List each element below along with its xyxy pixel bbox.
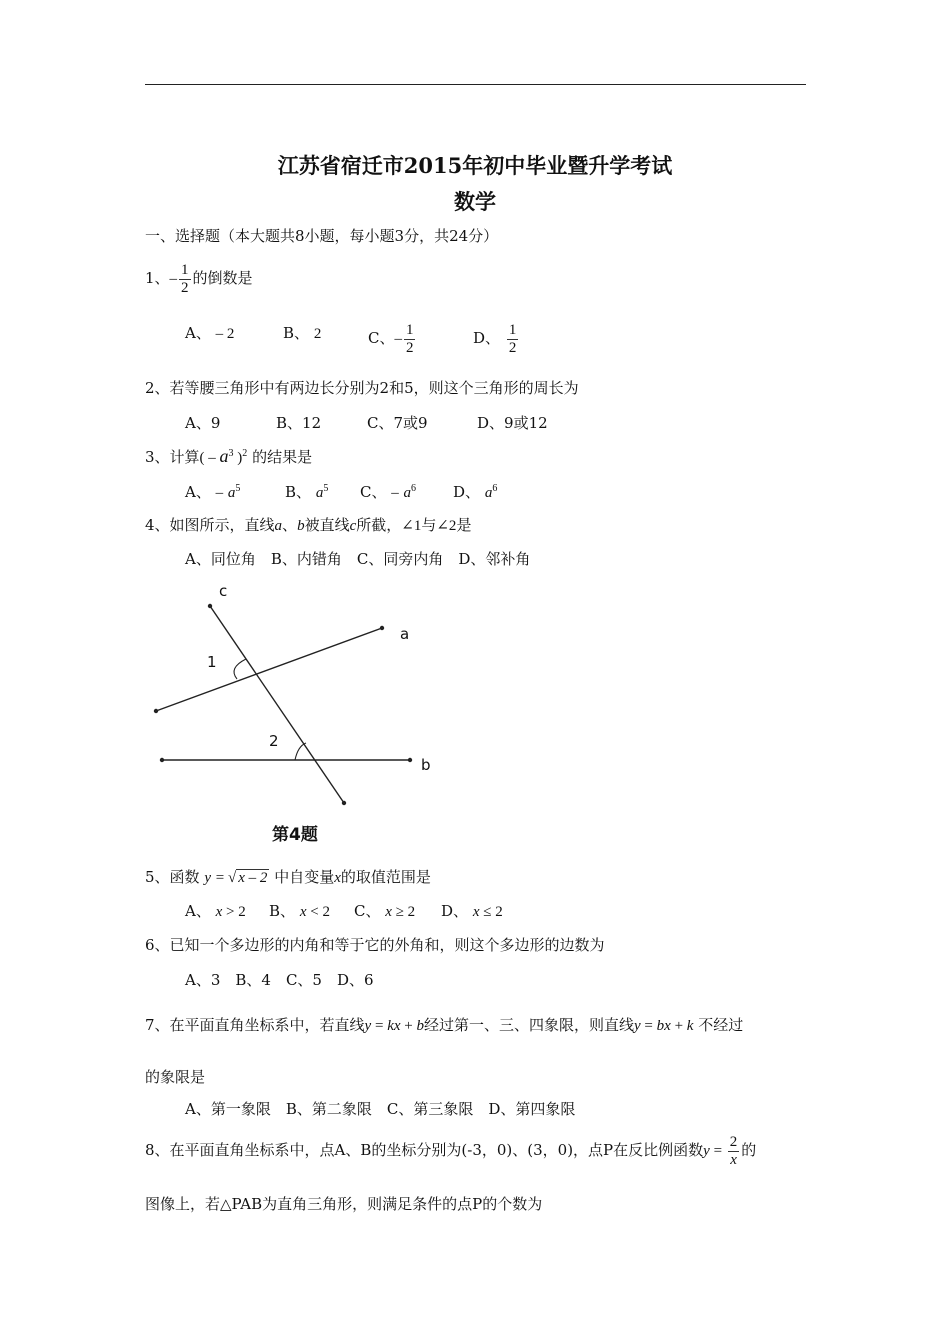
q5-option-a: A、 x > 2 bbox=[185, 902, 246, 920]
q1-option-d: D、 $\frac{1}{2}$ bbox=[473, 322, 517, 356]
q1-option-b: B、 2 bbox=[283, 324, 322, 342]
label-angle-1: 1 bbox=[207, 653, 217, 671]
q2-option-a: A、9 bbox=[185, 414, 221, 432]
question-6: 6、已知一个多边形的内角和等于它的外角和，则这个多边形的边数为 bbox=[145, 936, 605, 954]
line-a bbox=[156, 628, 382, 711]
q5-option-c: C、 x ≥ 2 bbox=[354, 902, 416, 920]
label-a: a bbox=[400, 625, 410, 643]
q2-option-c: C、7或9 bbox=[367, 414, 428, 432]
question-7: 7、在平面直角坐标系中，若直线y = kx + b经过第一、三、四象限，则直线y = bx + k 不经过 bbox=[145, 1016, 744, 1034]
question-1: 1、– $\frac{1}{2}$ 的倒数是 bbox=[145, 262, 253, 296]
q3-option-d: D、 $a^6$ bbox=[453, 483, 498, 501]
q5-option-b: B、 x < 2 bbox=[269, 902, 330, 920]
fraction: $\frac{1}{2}$ bbox=[181, 262, 189, 296]
point bbox=[160, 758, 164, 762]
label-angle-2: 2 bbox=[269, 732, 279, 750]
question-8: 8、在平面直角坐标系中，点A、B的坐标分别为(-3，0)、(3，0)，点P在反比例函数y = $\frac{2}{x}$ 的 bbox=[145, 1134, 757, 1168]
q3-option-a: A、 – $a^5$ bbox=[185, 483, 241, 501]
point bbox=[208, 604, 212, 608]
subject-title: 数学 bbox=[454, 189, 496, 214]
q6-options: A、3 B、4 C、5 D、6 bbox=[185, 971, 374, 989]
question-number: 1、 bbox=[145, 269, 170, 287]
question-4: 4、如图所示，直线a、b被直线c所截，∠1与∠2是 bbox=[145, 516, 472, 534]
point bbox=[342, 801, 346, 805]
line-c bbox=[210, 606, 344, 803]
label-b: b bbox=[421, 756, 431, 774]
q7-options: A、第一象限 B、第二象限 C、第三象限 D、第四象限 bbox=[185, 1100, 576, 1118]
q5-option-d: D、 x ≤ 2 bbox=[441, 902, 503, 920]
question-7-cont: 的象限是 bbox=[145, 1068, 206, 1086]
point bbox=[154, 709, 158, 713]
q1-option-a: A、 – 2 bbox=[185, 324, 235, 342]
question-text: 的倒数是 bbox=[192, 269, 253, 287]
label-c: c bbox=[219, 582, 228, 600]
q2-option-d: D、9或12 bbox=[477, 414, 548, 432]
point bbox=[380, 626, 384, 630]
q3-option-c: C、 – $a^6$ bbox=[360, 483, 417, 501]
question-3: 3、计算( – $a^3$ )$^2$ 的结果是 bbox=[145, 446, 313, 466]
top-rule bbox=[145, 84, 806, 85]
point bbox=[408, 758, 412, 762]
q2-option-b: B、12 bbox=[276, 414, 322, 432]
section-heading: 一、选择题（本大题共8小题，每小题3分，共24分） bbox=[145, 227, 499, 245]
question-2: 2、若等腰三角形中有两边长分别为2和5，则这个三角形的周长为 bbox=[145, 379, 579, 397]
q1-option-c: C、– $\frac{1}{2}$ bbox=[368, 322, 414, 356]
q4-options: A、同位角 B、内错角 C、同旁内角 D、邻补角 bbox=[185, 550, 531, 568]
question-8-cont: 图像上，若△PAB为直角三角形，则满足条件的点P的个数为 bbox=[145, 1195, 543, 1213]
figure-caption: 第4题 bbox=[272, 825, 318, 845]
q3-option-b: B、 $a^5$ bbox=[285, 483, 329, 501]
angle-1-arc bbox=[234, 659, 246, 679]
exam-title: 江苏省宿迁市2015年初中毕业暨升学考试 bbox=[277, 153, 673, 178]
question-5: 5、函数 y = √ x – 2 中自变量x的取值范围是 bbox=[145, 868, 431, 886]
q4-figure bbox=[140, 580, 450, 820]
